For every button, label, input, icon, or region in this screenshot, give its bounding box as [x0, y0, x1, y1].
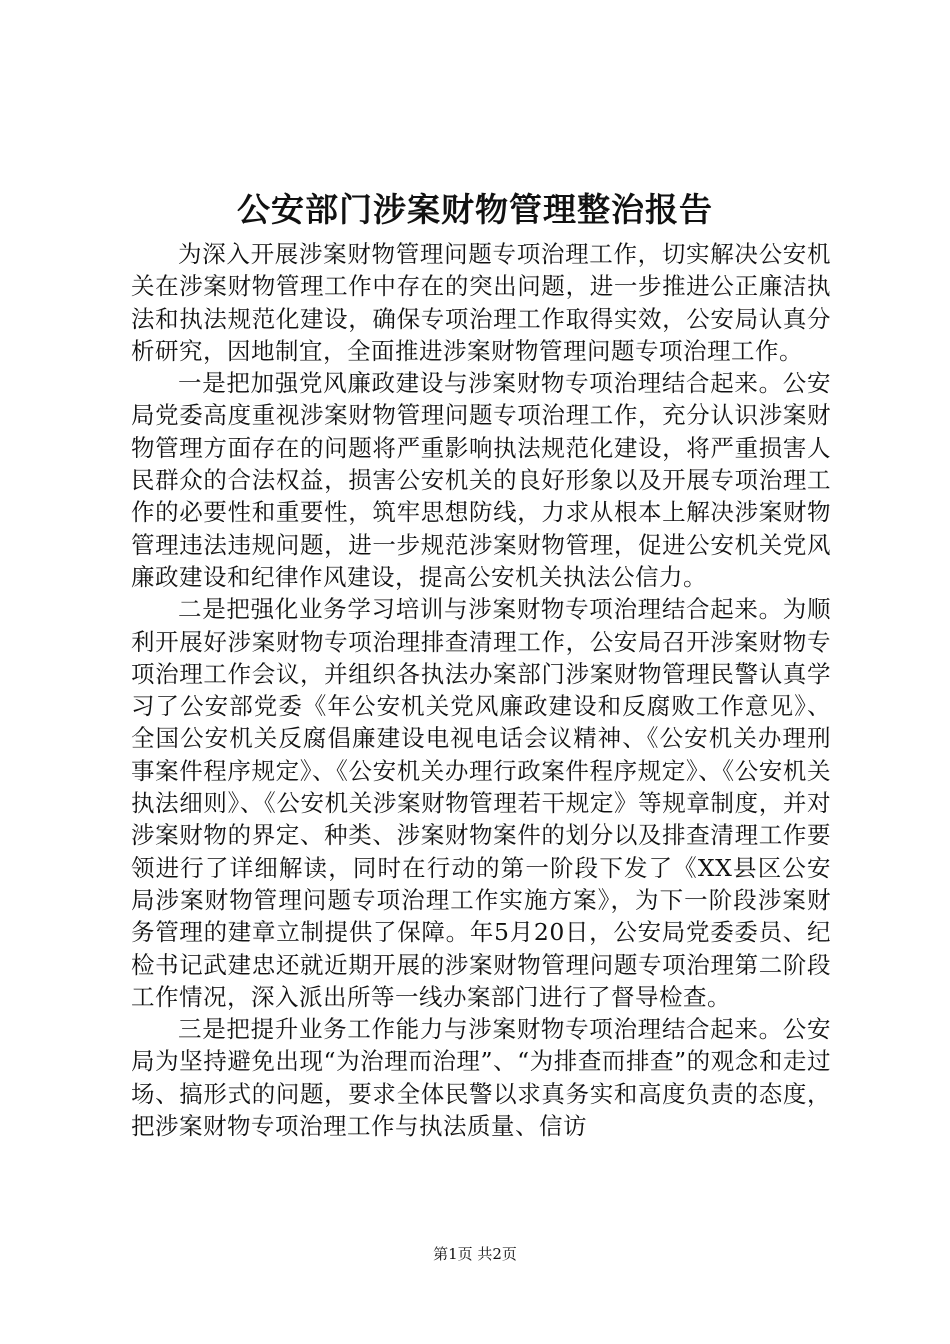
paragraph-intro: 为深入开展涉案财物管理问题专项治理工作，切实解决公安机关在涉案财物管理工作中存在的突出问题，进一步推进公正廉洁执法和执法规范化建设，确保专项治理工作取得实效，公安局认真分析研究，因地制宜，全面推进涉案财物管理问题专项治理工作。: [131, 240, 831, 365]
document-body: [131, 238, 831, 1142]
paragraph-point-one: 一是把加强党风廉政建设与涉案财物专项治理结合起来。公安局党委高度重视涉案财物管理问题专项治理工作，充分认识涉案财物管理方面存在的问题将严重影响执法规范化建设，将严重损害人民群众的合法权益，损害公安机关的良好形象以及开展专项治理工作的必要性和重要性，筑牢思想防线，力求从根本上解决涉案财物管理违法违规问题，进一步规范涉案财物管理，促进公安机关党风廉政建设和纪律作风建设，提高公安机关执法公信力。: [131, 369, 831, 591]
page-footer: 第1页 共2页: [433, 1245, 517, 1263]
document-title: 公安部门涉案财物管理整治报告: [237, 190, 713, 229]
paragraph-point-three: 三是把提升业务工作能力与涉案财物专项治理结合起来。公安局为坚持避免出现“为治理而治理”、“为排查而排查”的观念和走过场、搞形式的问题，要求全体民警以求真务实和高度负责的态度，把涉案财物专项治理工作与执法质量、信访: [131, 1015, 831, 1141]
paragraph-point-two: 二是把强化业务学习培训与涉案财物专项治理结合起来。为顺利开展好涉案财物专项治理排查清理工作，公安局召开涉案财物专项治理工作会议，并组织各执法办案部门涉案财物管理民警认真学习了公安部党委《年公安机关党风廉政建设和反腐败工作意见》、全国公安机关反腐倡廉建设电视电话会议精神、《公安机关办理刑事案件程序规定》、《公安机关办理行政案件程序规定》、《公安机关执法细则》、《公安机关涉案财物管理若干规定》等规章制度，并对涉案财物的界定、种类、涉案财物案件的划分以及排查清理工作要领进行了详细解读，同时在行动的第一阶段下发了《XX县区公安局涉案财物管理问题专项治理工作实施方案》，为下一阶段涉案财务管理的建章立制提供了保障。年5月20日，公安局党委委员、纪检书记武建忠还就近期开展的涉案财物管理问题专项治理第二阶段工作情况，深入派出所等一线办案部门进行了督导检查。: [131, 595, 831, 1011]
